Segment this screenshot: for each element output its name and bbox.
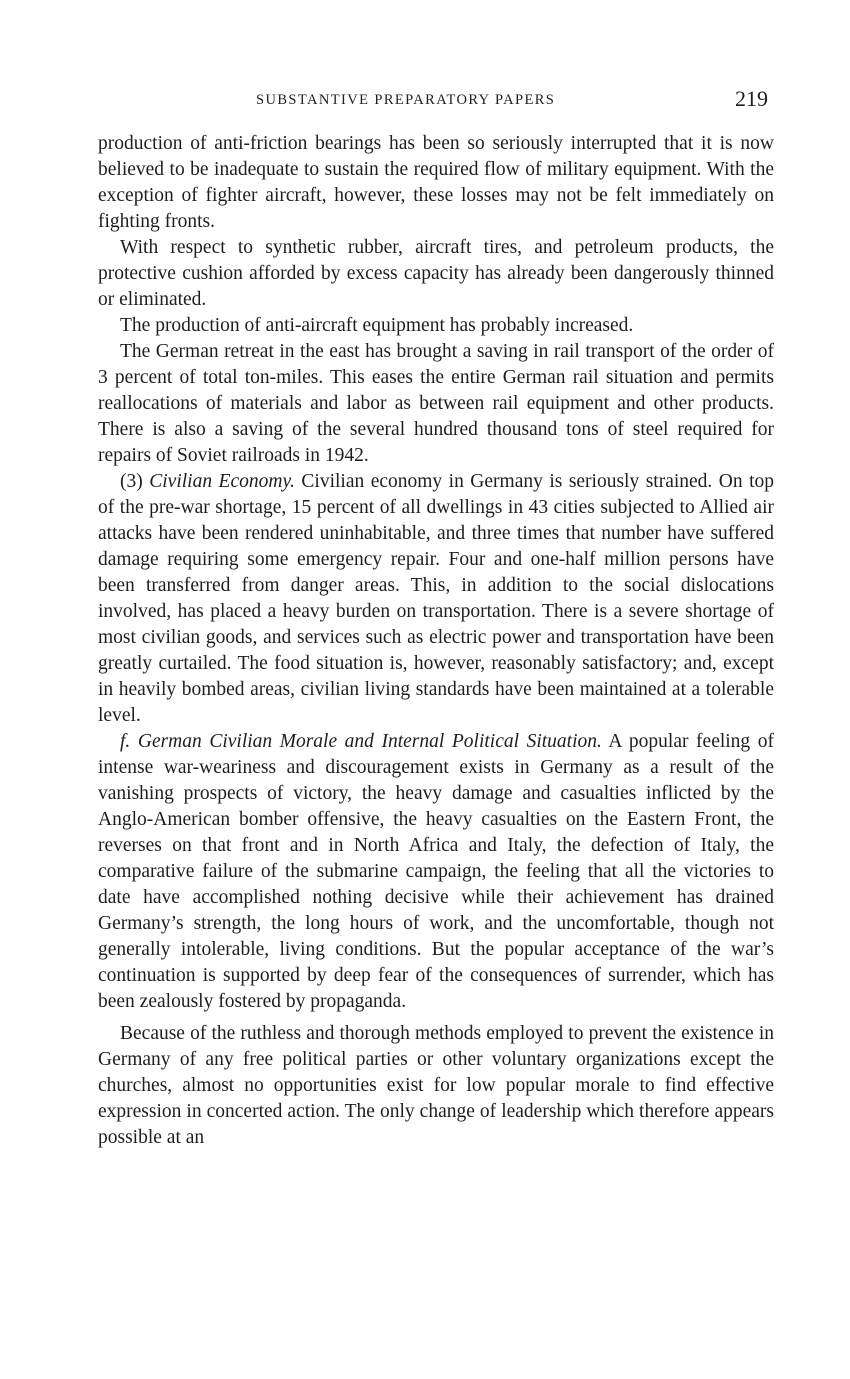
paragraph-civilian-economy: [98, 469, 774, 729]
running-title: SUBSTANTIVE PREPARATORY PAPERS: [256, 92, 556, 108]
paragraph-text: The German retreat in the east has brought a saving in rail transport of the order of 3 percent of total ton-miles. This eases the entire German rail situation and permits reallocations of materials and labor as between rail equipment and other products. There is also a saving of the several hundred thousand tons of steel required for repairs of Soviet railroads in 1942.: [98, 341, 774, 466]
section-label: f.: [120, 731, 131, 752]
running-head: [96, 86, 776, 116]
paragraph-political-parties: [98, 1021, 774, 1151]
paragraph-german-retreat: [98, 339, 774, 469]
body-text: [98, 131, 774, 1151]
section-heading: Civilian Economy.: [149, 471, 295, 492]
paragraph-text: A popular feeling of intense war-weariness and discouragement exists in Germany as a result of the vanishing prospects of victory, the heavy damage and casualties inflicted by the Anglo-American bomber offensive, the heavy casualties on the Eastern Front, the reverses on that front and in North Africa and Italy, the defection of Italy, the comparative failure of the submarine campaign, the feeling that all the victories to date have accomplished nothing decisive while their achievement has drained Germany’s strength, the long hours of work, and the uncomfortable, though not generally intolerable, living conditions. But the popular acceptance of the war’s continuation is supported by deep fear of the consequences of surrender, which has been zealously fostered by propaganda.: [98, 731, 774, 1012]
paragraph-text: production of anti-friction bearings has been so seriously interrupted that it is now believed to be inadequate to sustain the required flow of military equipment. With the exception of fighter aircraft, however, these losses may not be felt immediately on fighting fronts.: [98, 133, 774, 232]
paragraph-text: Civilian economy in Germany is seriously strained. On top of the pre-war shortage, 15 percent of all dwellings in 43 cities subjected to Allied air attacks have been rendered uninhabitable, and three times that number have suffered damage requiring some emergency repair. Four and one-half million persons have been transferred from danger areas. This, in addition to the social dislocations involved, has placed a heavy burden on transportation. There is a severe shortage of most civilian goods, and services such as electric power and transportation have been greatly curtailed. The food situation is, however, reasonably satisfactory; and, except in heavily bombed areas, civilian living standards have been maintained at a tolerable level.: [98, 471, 775, 726]
paragraph-synthetic-rubber: [98, 235, 774, 313]
paragraph-text: The production of anti-aircraft equipment has probably increased.: [120, 315, 634, 336]
section-heading: German Civilian Morale and Internal Political Situation.: [137, 731, 602, 752]
paragraph-anti-aircraft: [98, 313, 774, 339]
page-number: 219: [735, 86, 768, 111]
paragraph-text: With respect to synthetic rubber, aircraft tires, and petroleum products, the protective cushion afforded by excess capacity has already been dangerously thinned or eliminated.: [98, 237, 774, 310]
paragraph-civilian-morale: [98, 729, 774, 1015]
paragraph-bearings: [98, 131, 774, 235]
paragraph-text: Because of the ruthless and thorough methods employed to prevent the existence in Germany of any free political parties or other voluntary organizations except the churches, almost no opportunities exist for low popular morale to find effective expression in concerted action. The only change of leadership which therefore appears possible at an: [98, 1023, 774, 1148]
section-label: (3): [120, 471, 143, 492]
